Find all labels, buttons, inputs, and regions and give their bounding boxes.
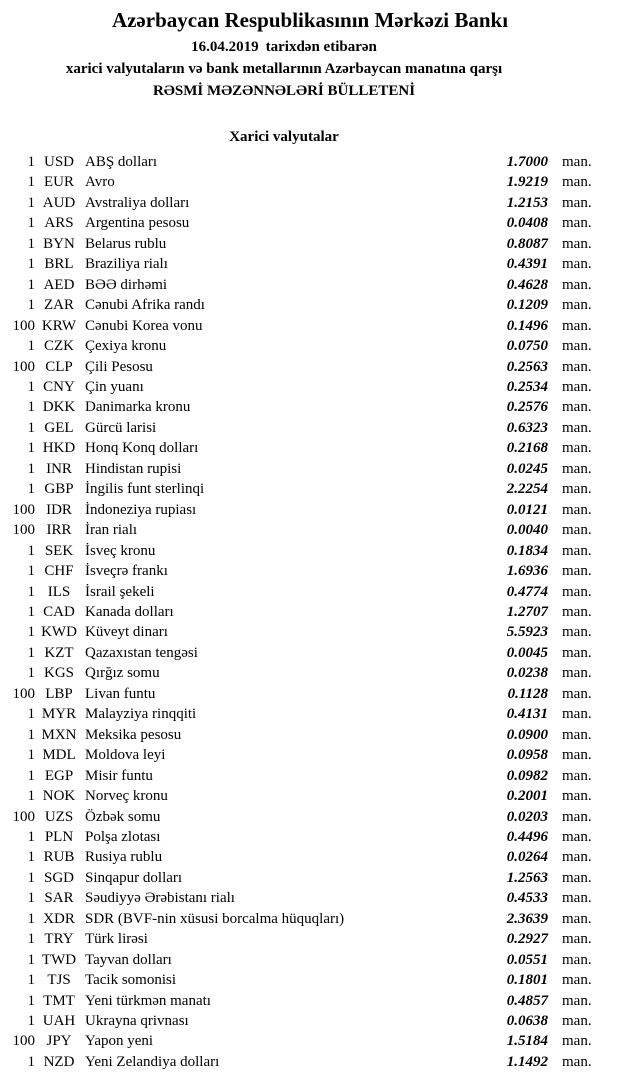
unit-cell: man. [562, 706, 592, 723]
currency-name-cell: ABŞ dolları [85, 154, 158, 170]
rate-row [0, 213, 620, 233]
rate-row [0, 909, 620, 929]
unit-cell: man. [562, 624, 592, 641]
quantity-cell: 1 [27, 644, 35, 661]
currency-code-cell: KWD [41, 624, 77, 641]
currency-code-cell: SGD [43, 869, 74, 886]
currency-code-cell: CZK [44, 338, 74, 355]
unit-cell: man. [562, 747, 592, 764]
rate-row [0, 643, 620, 663]
unit-cell: man. [562, 869, 592, 886]
rate-row [0, 418, 620, 438]
currency-name-cell: Tayvan dolları [85, 951, 172, 968]
quantity-cell: 100 [12, 685, 35, 702]
currency-code-cell: RUB [43, 849, 75, 866]
currency-name-cell: Malayziya rinqqiti [85, 706, 197, 723]
quantity-cell: 1 [27, 890, 35, 907]
rate-row [0, 950, 620, 970]
rate-value-cell: 0.4857 [506, 992, 548, 1009]
currency-code-cell: CNY [43, 378, 75, 395]
currency-name-cell: Livan funtu [85, 685, 156, 702]
rate-value-cell: 0.1801 [506, 972, 548, 989]
currency-name-cell: Norveç kronu [85, 788, 168, 805]
unit-cell: man. [562, 808, 592, 825]
unit-cell: man. [562, 215, 592, 232]
currency-code-cell: KGS [43, 665, 74, 682]
currency-code-cell: HKD [42, 440, 76, 457]
rate-value-cell: 0.2927 [506, 931, 548, 948]
rate-row [0, 602, 620, 622]
rate-row [0, 786, 620, 806]
currency-name-cell: Yapon yeni [85, 1033, 154, 1050]
rate-row [0, 684, 620, 704]
rate-row [0, 663, 620, 683]
quantity-cell: 100 [12, 501, 35, 518]
currency-name-cell: Misir funtu [85, 767, 153, 784]
quantity-cell: 1 [27, 1053, 35, 1070]
quantity-cell: 1 [27, 849, 35, 866]
rate-row [0, 1052, 620, 1072]
currency-code-cell: UAH [42, 1013, 76, 1030]
rate-row [0, 868, 620, 888]
rate-value-cell: 0.4774 [506, 583, 548, 600]
currency-name-cell: Kanada dolları [85, 603, 174, 620]
quantity-cell: 1 [27, 399, 35, 416]
currency-code-cell: SEK [44, 542, 74, 559]
currency-code-cell: CAD [43, 603, 75, 620]
rate-row [0, 1011, 620, 1031]
unit-cell: man. [562, 378, 592, 395]
unit-cell: man. [562, 788, 592, 805]
quantity-cell: 1 [27, 972, 35, 989]
unit-cell: man. [562, 849, 592, 866]
bank-title: Azərbaycan Respublikasının Mərkəzi Bankı [111, 8, 509, 32]
unit-cell: man. [562, 501, 592, 518]
rate-value-cell: 1.1492 [506, 1053, 548, 1070]
currency-code-cell: MDL [42, 747, 76, 764]
rate-value-cell: 0.1496 [506, 317, 548, 334]
unit-cell: man. [562, 338, 592, 355]
currency-name-cell: Yeni Zelandiya dolları [85, 1053, 220, 1070]
rate-row [0, 275, 620, 295]
currency-name-cell: Braziliya rialı [85, 256, 168, 273]
currency-name-cell: İran rialı [85, 522, 138, 539]
quantity-cell: 1 [27, 992, 35, 1009]
rate-value-cell: 0.1834 [506, 542, 548, 559]
rate-row [0, 377, 620, 397]
unit-cell: man. [562, 460, 592, 477]
bulletin-subtitle: xarici valyutaların və bank metallarının Azərbaycan manatına qarşı [65, 61, 503, 77]
unit-cell: man. [562, 828, 592, 845]
currency-name-cell: Özbək somu [85, 808, 161, 825]
quantity-cell: 100 [12, 808, 35, 825]
quantity-cell: 1 [27, 378, 35, 395]
currency-name-cell: Honq Konq dolları [85, 440, 199, 457]
rate-row [0, 397, 620, 417]
quantity-cell: 1 [27, 624, 35, 641]
quantity-cell: 1 [27, 215, 35, 232]
quantity-cell: 1 [27, 788, 35, 805]
currency-name-cell: İsveç kronu [85, 542, 156, 559]
quantity-cell: 1 [27, 563, 35, 580]
currency-code-cell: BYN [43, 235, 75, 252]
unit-cell: man. [562, 1033, 592, 1050]
currency-code-cell: KRW [41, 317, 77, 334]
currency-code-cell: MXN [41, 726, 77, 743]
rate-value-cell: 0.0040 [506, 522, 548, 539]
currency-name-cell: Meksika pesosu [85, 726, 182, 743]
currency-name-cell: Gürcü larisi [85, 419, 157, 436]
rate-row [0, 520, 620, 540]
quantity-cell: 1 [27, 542, 35, 559]
unit-cell: man. [562, 522, 592, 539]
rate-value-cell: 0.0638 [506, 1013, 548, 1030]
unit-cell: man. [562, 951, 592, 968]
rate-value-cell: 1.9219 [506, 174, 548, 191]
currency-code-cell: TJS [47, 972, 71, 989]
currency-name-cell: Türk lirəsi [85, 931, 148, 948]
rate-row [0, 991, 620, 1011]
rate-row [0, 745, 620, 765]
currency-name-cell: Qazaxıstan tengəsi [85, 644, 198, 661]
currency-name-cell: Rusiya rublu [85, 849, 163, 866]
currency-name-cell: Çexiya kronu [85, 338, 167, 355]
rate-row [0, 888, 620, 908]
unit-cell: man. [562, 154, 592, 170]
currency-code-cell: NZD [43, 1053, 75, 1070]
currency-name-cell: Cənubi Afrika randı [85, 297, 205, 314]
unit-cell: man. [562, 644, 592, 661]
unit-cell: man. [562, 194, 592, 211]
quantity-cell: 1 [27, 951, 35, 968]
unit-cell: man. [562, 399, 592, 416]
rate-value-cell: 1.5184 [506, 1033, 548, 1050]
rate-value-cell: 1.2563 [506, 869, 548, 886]
quantity-cell: 1 [27, 154, 35, 170]
currency-code-cell: ZAR [44, 297, 74, 314]
rate-value-cell: 0.2563 [506, 358, 548, 375]
unit-cell: man. [562, 665, 592, 682]
rate-row [0, 357, 620, 377]
rate-value-cell: 0.0203 [506, 808, 548, 825]
rate-value-cell: 0.1209 [506, 297, 548, 314]
rate-value-cell: 0.0045 [506, 644, 548, 661]
currency-name-cell: İngilis funt sterlinqi [85, 481, 205, 498]
rate-row [0, 582, 620, 602]
rate-value-cell: 0.2168 [506, 440, 548, 457]
unit-cell: man. [562, 542, 592, 559]
rate-value-cell: 0.0958 [506, 747, 548, 764]
rate-row [0, 847, 620, 867]
quantity-cell: 1 [27, 931, 35, 948]
rate-value-cell: 0.4628 [506, 276, 548, 293]
unit-cell: man. [562, 297, 592, 314]
unit-cell: man. [562, 726, 592, 743]
unit-cell: man. [562, 235, 592, 252]
rate-row [0, 459, 620, 479]
currency-name-cell: Yeni türkmən manatı [85, 992, 211, 1009]
currency-code-cell: AED [43, 276, 75, 293]
currency-code-cell: SAR [44, 890, 74, 907]
rates-table [0, 152, 620, 1072]
rate-value-cell: 0.1128 [507, 685, 548, 702]
unit-cell: man. [562, 358, 592, 375]
currency-code-cell: TRY [44, 931, 74, 948]
currency-name-cell: Qırğız somu [85, 665, 160, 682]
quantity-cell: 1 [27, 419, 35, 436]
rate-row [0, 827, 620, 847]
quantity-cell: 1 [27, 706, 35, 723]
rate-value-cell: 0.0900 [506, 726, 548, 743]
currency-code-cell: GBP [44, 481, 74, 498]
currency-code-cell: JPY [46, 1033, 72, 1050]
unit-cell: man. [562, 767, 592, 784]
rate-row [0, 336, 620, 356]
currency-name-cell: Polşa zlotası [85, 828, 161, 845]
rate-row [0, 766, 620, 786]
unit-cell: man. [562, 910, 592, 927]
rate-value-cell: 0.2001 [506, 788, 548, 805]
rate-value-cell: 1.2707 [506, 603, 548, 620]
quantity-cell: 1 [27, 1013, 35, 1030]
rate-value-cell: 0.0982 [506, 767, 548, 784]
rate-value-cell: 1.7000 [506, 154, 548, 170]
currency-name-cell: Hindistan rupisi [85, 460, 182, 477]
rate-row [0, 152, 620, 172]
quantity-cell: 1 [27, 256, 35, 273]
currency-code-cell: MYR [41, 706, 77, 723]
currency-code-cell: TWD [41, 951, 77, 968]
effective-date-suffix: tarixdən etibarən [265, 39, 377, 55]
unit-cell: man. [562, 992, 592, 1009]
currency-code-cell: CLP [45, 358, 73, 375]
currency-name-cell: İsrail şekeli [85, 583, 155, 600]
bulletin-title: RƏSMİ MƏZƏNNƏLƏRİ BÜLLETENİ [152, 83, 416, 99]
currency-name-cell: Belarus rublu [85, 235, 167, 252]
rate-row [0, 970, 620, 990]
header-subgroup [0, 36, 620, 145]
rate-row [0, 725, 620, 745]
currency-name-cell: Səudiyyə Ərəbistanı rialı [85, 890, 235, 907]
rate-row [0, 1031, 620, 1051]
currency-name-cell: İndoneziya rupiası [85, 501, 197, 518]
currency-name-cell: Çili Pesosu [85, 358, 153, 375]
rate-row [0, 541, 620, 561]
unit-cell: man. [562, 481, 592, 498]
quantity-cell: 100 [12, 1033, 35, 1050]
unit-cell: man. [562, 174, 592, 191]
unit-cell: man. [562, 685, 592, 702]
rate-value-cell: 0.0121 [506, 501, 548, 518]
currency-code-cell: ILS [47, 583, 71, 600]
quantity-cell: 1 [27, 665, 35, 682]
rate-value-cell: 1.2153 [506, 194, 548, 211]
rate-value-cell: 0.6323 [506, 419, 548, 436]
effective-date-line [0, 36, 568, 58]
currency-code-cell: TMT [43, 992, 75, 1009]
currency-name-cell: İsveçrə frankı [85, 563, 168, 580]
rate-row [0, 295, 620, 315]
currency-name-cell: Cənubi Korea vonu [85, 317, 203, 334]
effective-date: 16.04.2019 [191, 39, 259, 55]
quantity-cell: 100 [12, 317, 35, 334]
rate-value-cell: 0.0551 [506, 951, 548, 968]
rate-row [0, 254, 620, 274]
quantity-cell: 1 [27, 276, 35, 293]
currency-code-cell: LBP [45, 685, 73, 702]
rate-value-cell: 0.0264 [506, 849, 548, 866]
quantity-cell: 100 [12, 358, 35, 375]
quantity-cell: 1 [27, 174, 35, 191]
currency-code-cell: UZS [44, 808, 74, 825]
currency-code-cell: PLN [44, 828, 74, 845]
rate-row [0, 500, 620, 520]
unit-cell: man. [562, 440, 592, 457]
currency-code-cell: EGP [44, 767, 74, 784]
currency-name-cell: BƏƏ dirhəmi [85, 276, 168, 293]
quantity-cell: 1 [27, 726, 35, 743]
currency-name-cell: SDR (BVF-nin xüsusi borcalma hüquqları) [85, 910, 345, 927]
currency-code-cell: IRR [46, 522, 72, 539]
currency-name-cell: Moldova leyi [85, 747, 166, 764]
currency-code-cell: USD [43, 154, 74, 170]
quantity-cell: 1 [27, 910, 35, 927]
quantity-cell: 1 [27, 297, 35, 314]
rate-value-cell: 0.0238 [506, 665, 548, 682]
rate-row [0, 929, 620, 949]
section-title: Xarici valyutalar [229, 129, 339, 145]
rate-row [0, 234, 620, 254]
currency-name-cell: Çin yuanı [85, 378, 144, 395]
quantity-cell: 1 [27, 338, 35, 355]
currency-code-cell: CHF [44, 563, 74, 580]
rate-value-cell: 1.6936 [506, 563, 548, 580]
currency-code-cell: EUR [44, 174, 74, 191]
rate-row [0, 193, 620, 213]
rate-value-cell: 0.0750 [506, 338, 548, 355]
rate-value-cell: 0.2576 [506, 399, 548, 416]
unit-cell: man. [562, 1053, 592, 1070]
unit-cell: man. [562, 256, 592, 273]
quantity-cell: 1 [27, 747, 35, 764]
bulletin-header [0, 8, 620, 145]
currency-name-cell: Sinqapur dolları [85, 869, 183, 886]
unit-cell: man. [562, 1013, 592, 1030]
currency-code-cell: GEL [44, 419, 74, 436]
currency-code-cell: DKK [42, 399, 76, 416]
currency-code-cell: INR [46, 460, 72, 477]
currency-name-cell: Ukrayna qrivnası [85, 1013, 189, 1030]
rate-value-cell: 5.5923 [506, 624, 548, 641]
quantity-cell: 1 [27, 481, 35, 498]
rate-value-cell: 0.8087 [506, 235, 548, 252]
rate-row [0, 704, 620, 724]
unit-cell: man. [562, 890, 592, 907]
unit-cell: man. [562, 972, 592, 989]
rate-value-cell: 2.2254 [506, 481, 548, 498]
currency-code-cell: ARS [44, 215, 74, 232]
currency-name-cell: Avro [85, 174, 115, 191]
quantity-cell: 1 [27, 869, 35, 886]
rate-row [0, 172, 620, 192]
quantity-cell: 1 [27, 194, 35, 211]
unit-cell: man. [562, 276, 592, 293]
unit-cell: man. [562, 931, 592, 948]
rate-value-cell: 0.2534 [506, 378, 548, 395]
quantity-cell: 1 [27, 767, 35, 784]
unit-cell: man. [562, 583, 592, 600]
currency-code-cell: XDR [43, 910, 75, 927]
quantity-cell: 1 [27, 603, 35, 620]
rate-value-cell: 0.0245 [506, 460, 548, 477]
rate-row [0, 561, 620, 581]
quantity-cell: 1 [27, 583, 35, 600]
currency-name-cell: Küveyt dinarı [85, 624, 168, 641]
rate-row [0, 807, 620, 827]
currency-name-cell: Danimarka kronu [85, 399, 191, 416]
currency-name-cell: Argentina pesosu [85, 215, 190, 232]
rate-row [0, 622, 620, 642]
quantity-cell: 1 [27, 460, 35, 477]
quantity-cell: 1 [27, 235, 35, 252]
quantity-cell: 1 [27, 828, 35, 845]
rate-value-cell: 0.4131 [506, 706, 548, 723]
rate-row [0, 479, 620, 499]
rate-value-cell: 0.4391 [506, 256, 548, 273]
unit-cell: man. [562, 317, 592, 334]
currency-code-cell: AUD [42, 194, 76, 211]
currency-name-cell: Avstraliya dolları [85, 194, 190, 211]
rate-value-cell: 2.3639 [506, 910, 548, 927]
currency-code-cell: IDR [46, 501, 72, 518]
rate-row [0, 316, 620, 336]
unit-cell: man. [562, 563, 592, 580]
currency-code-cell: KZT [44, 644, 74, 661]
rate-value-cell: 0.4496 [506, 828, 548, 845]
currency-code-cell: BRL [44, 256, 74, 273]
quantity-cell: 100 [12, 522, 35, 539]
unit-cell: man. [562, 603, 592, 620]
currency-code-cell: NOK [42, 788, 76, 805]
unit-cell: man. [562, 419, 592, 436]
currency-name-cell: Tacik somonisi [85, 972, 177, 989]
quantity-cell: 1 [27, 440, 35, 457]
rate-value-cell: 0.0408 [506, 215, 548, 232]
rate-row [0, 438, 620, 458]
rate-value-cell: 0.4533 [506, 890, 548, 907]
